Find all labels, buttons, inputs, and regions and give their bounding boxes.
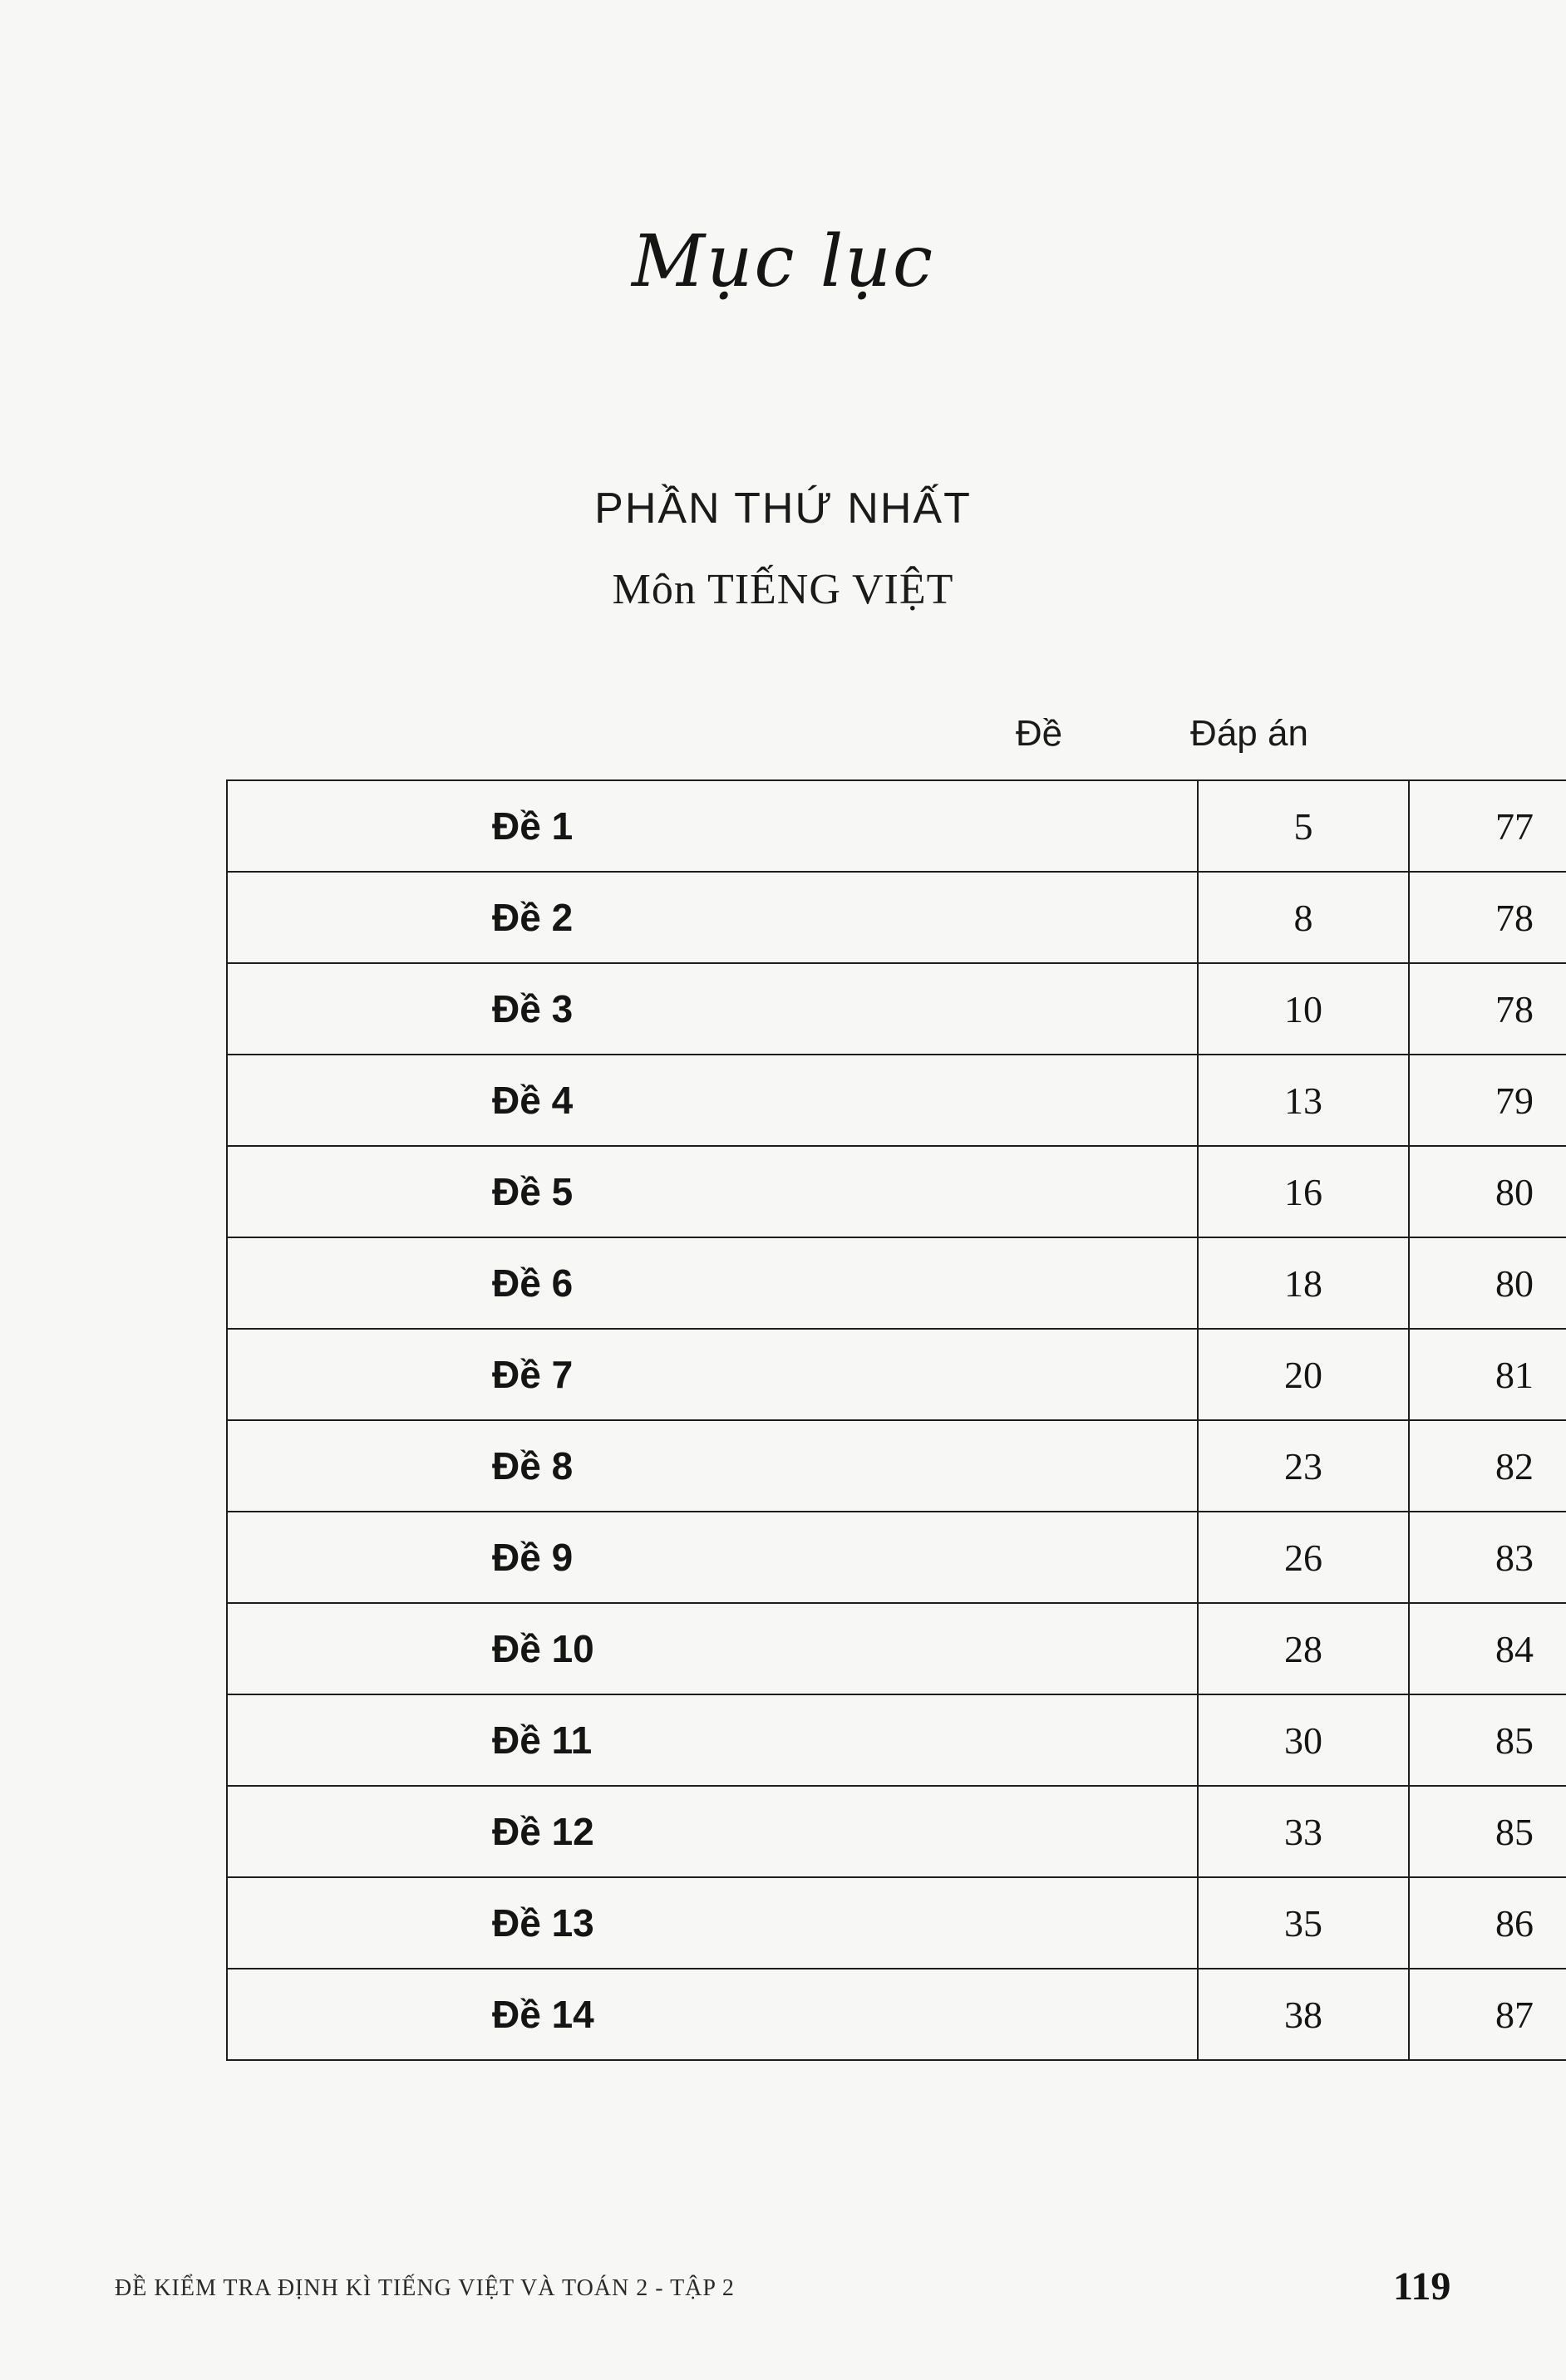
toc-entry-de-page: 28 bbox=[1198, 1603, 1409, 1694]
part-heading: PHẦN THỨ NHẤT bbox=[594, 484, 972, 533]
toc-entry-name: Đề 3 bbox=[227, 963, 1198, 1055]
toc-entry-de-page: 16 bbox=[1198, 1146, 1409, 1237]
toc-entry-name: Đề 2 bbox=[227, 872, 1198, 963]
toc-entry-dap-an-page: 79 bbox=[1409, 1055, 1566, 1146]
toc-entry-dap-an-page: 81 bbox=[1409, 1329, 1566, 1420]
toc-entry-dap-an-page: 85 bbox=[1409, 1786, 1566, 1877]
toc-row bbox=[227, 1055, 1566, 1146]
page-title: Mục lục bbox=[631, 220, 934, 303]
toc-row bbox=[227, 1329, 1566, 1420]
toc-entry-de-page: 30 bbox=[1198, 1694, 1409, 1786]
toc-entry-dap-an-page: 82 bbox=[1409, 1420, 1566, 1512]
toc-row bbox=[227, 1877, 1566, 1969]
toc-row bbox=[227, 1146, 1566, 1237]
toc-entry-dap-an-page: 80 bbox=[1409, 1237, 1566, 1329]
toc-entry-name: Đề 10 bbox=[227, 1603, 1198, 1694]
footer-book-title: ĐỀ KIỂM TRA ĐỊNH KÌ TIẾNG VIỆT VÀ TOÁN 2 - TẬP 2 bbox=[115, 2275, 735, 2301]
toc-entry-name: Đề 6 bbox=[227, 1237, 1198, 1329]
subject-heading: Môn TIẾNG VIỆT bbox=[612, 566, 954, 613]
toc-entry-name: Đề 13 bbox=[227, 1877, 1198, 1969]
toc-entry-de-page: 13 bbox=[1198, 1055, 1409, 1146]
toc-row bbox=[227, 872, 1566, 963]
toc-entry-de-page: 33 bbox=[1198, 1786, 1409, 1877]
toc-row bbox=[227, 963, 1566, 1055]
toc-entry-dap-an-page: 77 bbox=[1409, 780, 1566, 872]
toc-entry-de-page: 23 bbox=[1198, 1420, 1409, 1512]
toc-entry-de-page: 8 bbox=[1198, 872, 1409, 963]
toc-row bbox=[227, 1786, 1566, 1877]
toc-entry-de-page: 5 bbox=[1198, 780, 1409, 872]
toc-entry-name: Đề 5 bbox=[227, 1146, 1198, 1237]
toc-entry-dap-an-page: 86 bbox=[1409, 1877, 1566, 1969]
toc-entry-de-page: 10 bbox=[1198, 963, 1409, 1055]
toc-entry-name: Đề 14 bbox=[227, 1969, 1198, 2060]
toc-entry-name: Đề 1 bbox=[227, 780, 1198, 872]
toc-row bbox=[227, 1512, 1566, 1603]
toc-table bbox=[226, 779, 1566, 2061]
toc-entry-dap-an-page: 85 bbox=[1409, 1694, 1566, 1786]
toc-entry-dap-an-page: 83 bbox=[1409, 1512, 1566, 1603]
toc-entry-dap-an-page: 80 bbox=[1409, 1146, 1566, 1237]
toc-entry-name: Đề 8 bbox=[227, 1420, 1198, 1512]
toc-entry-dap-an-page: 78 bbox=[1409, 963, 1566, 1055]
page-number: 119 bbox=[1393, 2264, 1451, 2309]
toc-entry-dap-an-page: 87 bbox=[1409, 1969, 1566, 2060]
toc-entry-name: Đề 7 bbox=[227, 1329, 1198, 1420]
toc-entry-de-page: 38 bbox=[1198, 1969, 1409, 2060]
toc-entry-de-page: 26 bbox=[1198, 1512, 1409, 1603]
toc-entry-de-page: 20 bbox=[1198, 1329, 1409, 1420]
toc-entry-de-page: 18 bbox=[1198, 1237, 1409, 1329]
column-header-de: Đề bbox=[1015, 713, 1063, 754]
column-header-dap-an: Đáp án bbox=[1190, 713, 1308, 754]
toc-row bbox=[227, 1969, 1566, 2060]
toc-entry-de-page: 35 bbox=[1198, 1877, 1409, 1969]
toc-row bbox=[227, 1237, 1566, 1329]
toc-row bbox=[227, 1603, 1566, 1694]
toc-entry-name: Đề 9 bbox=[227, 1512, 1198, 1603]
toc-entry-dap-an-page: 78 bbox=[1409, 872, 1566, 963]
toc-entry-name: Đề 11 bbox=[227, 1694, 1198, 1786]
toc-row bbox=[227, 1420, 1566, 1512]
toc-entry-name: Đề 12 bbox=[227, 1786, 1198, 1877]
toc-row bbox=[227, 1694, 1566, 1786]
toc-entry-dap-an-page: 84 bbox=[1409, 1603, 1566, 1694]
toc-row bbox=[227, 780, 1566, 872]
toc-entry-name: Đề 4 bbox=[227, 1055, 1198, 1146]
toc-table-body bbox=[227, 780, 1566, 2060]
